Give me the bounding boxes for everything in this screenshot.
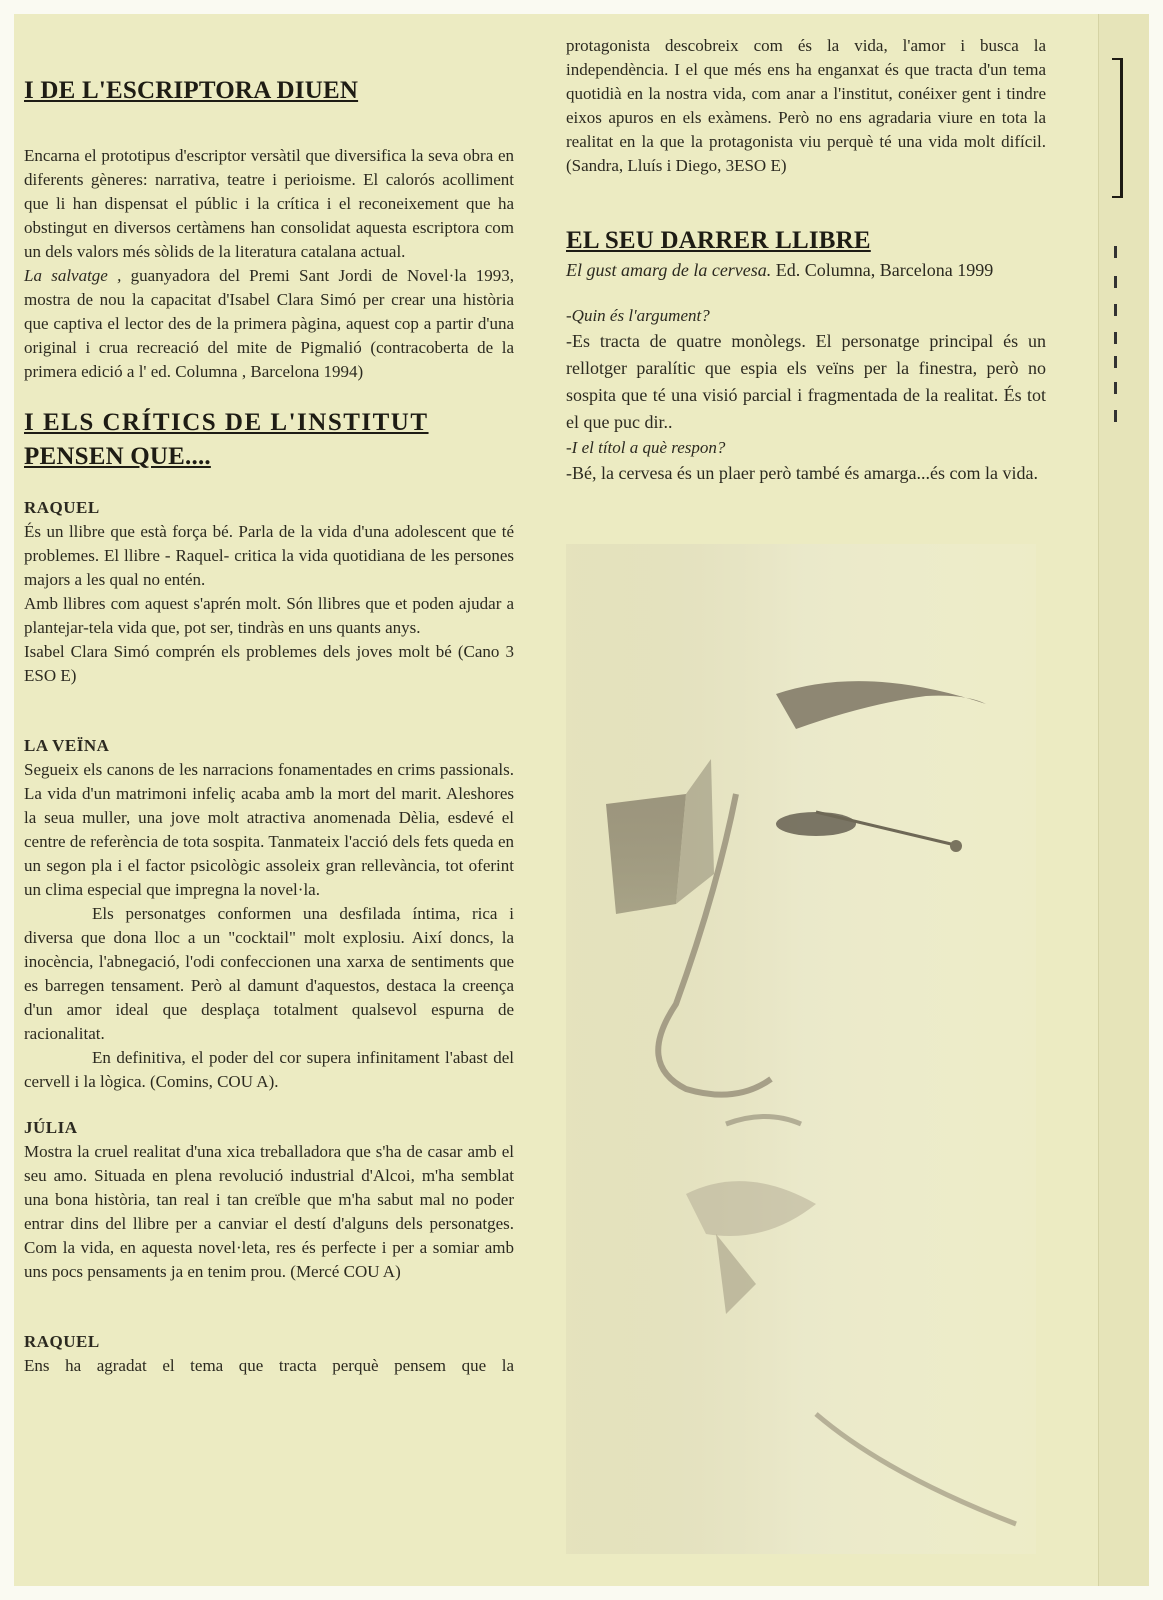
review-title-julia: JÚLIA bbox=[24, 1118, 78, 1137]
right-column bbox=[566, 34, 1046, 487]
section-heading-critics-line2: PENSEN QUE.... bbox=[24, 443, 211, 470]
review-title-raquel: RAQUEL bbox=[24, 498, 100, 517]
left-column bbox=[24, 74, 514, 1378]
scanned-page bbox=[14, 14, 1149, 1586]
review-continuation: protagonista descobreix com és la vida, l'amor i busca la independència. I el que més ens ha enganxat és que tracta d'un tema quotidià en la nostra vida, com anar a l'institut, conéixer gent i tindre eixos apuros en els exàmens. Però no ens agradaria viure en tota la realitat en la que la protagonista viu perquè té una vida molt difícil. (Sandra, Lluís i Diego, 3ESO E) bbox=[566, 36, 1046, 175]
intro-paragraph: Encarna el prototipus d'escriptor versàtil que diversifica la seva obra en diferents gèneres: narrativa, teatre i perioisme. El calorós acolliment que li han dispensat el públic i la crítica i el reconeixement que ha obstingut en diversos certàmens han consolidat aquesta escriptora com un dels valors més sòlids de la literatura catalana actual. bbox=[24, 146, 514, 261]
review-title-raquel: RAQUEL bbox=[24, 1332, 100, 1351]
margin-mark bbox=[1114, 304, 1117, 316]
review-paragraph: En definitiva, el poder del cor supera infinitament l'abast del cervell i la lògica. (Comins, COU A). bbox=[24, 1048, 514, 1091]
section-heading-critics: I ELS CRÍTICS DE L'INSTITUT bbox=[24, 409, 429, 436]
face-illustration bbox=[566, 544, 1036, 1554]
review-paragraph: Mostra la cruel realitat d'una xica treballadora que s'ha de casar amb el seu amo. Situada en plena revolució industrial d'Alcoi, m'ha semblat una bona història, tan real i tan creïble que m'ha sabut mal no poder entrar dins del llibre per a canviar el destí d'alguns dels personatges. Com la vida, en aquesta novel·leta, res és perfecte i per a somiar amb uns pocs pensaments ja en tenim prou. (Mercé COU A) bbox=[24, 1142, 514, 1281]
answer: -Bé, la cervesa és un plaer però també és amarga...és com la vida. bbox=[566, 463, 1038, 483]
section-heading-latest-book: EL SEU DARRER LLIBRE bbox=[566, 227, 871, 254]
margin-mark bbox=[1114, 276, 1117, 288]
review-paragraph: Ens ha agradat el tema que tracta perquè pensem que la bbox=[24, 1356, 514, 1375]
margin-mark bbox=[1114, 332, 1117, 344]
book-title: El gust amarg de la cervesa. bbox=[566, 260, 772, 280]
book-title-salvatge: La salvatge , bbox=[24, 266, 122, 285]
answer: -Es tracta de quatre monòlegs. El personatge principal és un rellotger paralític que espia els veïns per la finestra, però no sospita que té una visió parcial i fragmentada de la realitat. És tot el que puc dir.. bbox=[566, 331, 1046, 432]
margin-mark bbox=[1114, 382, 1117, 394]
bracket-mark bbox=[1112, 58, 1123, 198]
adjacent-page-strip bbox=[1098, 14, 1149, 1586]
book-citation: El gust amarg de la cervesa. Ed. Columna, Barcelona 1999 bbox=[566, 260, 994, 280]
question: -Quin és l'argument? bbox=[566, 306, 710, 325]
margin-mark bbox=[1114, 356, 1117, 368]
question: -I el títol a què respon? bbox=[566, 438, 726, 457]
salvatge-paragraph: La salvatge , guanyadora del Premi Sant Jordi de Novel·la 1993, mostra de nou la capacitat d'Isabel Clara Simó per crear una història que captiva el lector des de la primera pàgina, aquest cop a partir d'una original i crua recreació del mite de Pigmalió (contracoberta de la primera edició a l' ed. Columna , Barcelona 1994) bbox=[24, 266, 515, 381]
margin-mark bbox=[1114, 410, 1117, 422]
review-paragraph: Amb llibres com aquest s'aprén molt. Són llibres que et poden ajudar a plantejar-tela vida que, pot ser, tindràs en uns quants anys. bbox=[24, 594, 514, 637]
review-paragraph: Els personatges conformen una desfilada íntima, rica i diversa que dona lloc a un "cocktail" molt explosiu. Així doncs, la inocència, l'abnegació, l'odi confeccionen una xarxa de sentiments que es barregen tensament. Però al damunt d'aquestos, destaca la creença d'un amor ideal que desplaça totalment qualsevol espurna de racionalitat. bbox=[24, 904, 514, 1043]
section-heading-writer: I DE L'ESCRIPTORA DIUEN bbox=[24, 77, 359, 104]
margin-mark bbox=[1114, 246, 1117, 258]
review-title-veina: LA VEÏNA bbox=[24, 736, 110, 755]
review-paragraph: Segueix els canons de les narracions fonamentades en crims passionals. La vida d'un matrimoni infeliç acaba amb la mort del marit. Aleshores la seua muller, una jove molt atractiva anomenada Dèlia, esdevé el centre de referència de tota sospita. Tanmateix l'acció dels fets queda en un segon pla i el factor psicològic assoleix gran rellevància, tot oferint un clima especial que impregna la novel·la. bbox=[24, 760, 514, 899]
review-paragraph: Isabel Clara Simó comprén els problemes dels joves molt bé (Cano 3 ESO E) bbox=[24, 642, 514, 685]
review-paragraph: És un llibre que està força bé. Parla de la vida d'una adolescent que té problemes. El llibre - Raquel- critica la vida quotidiana de les persones majors a les qual no entén. bbox=[24, 522, 514, 589]
